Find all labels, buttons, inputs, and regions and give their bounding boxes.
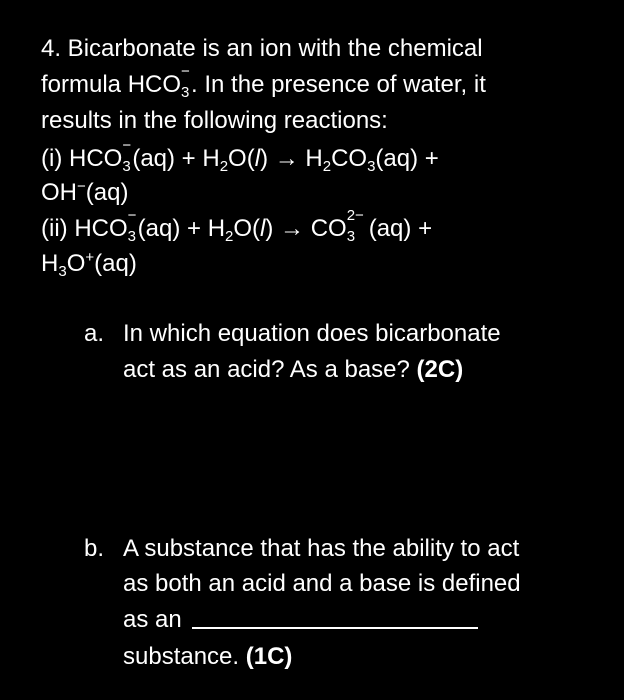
marks-label: (2C)	[416, 356, 464, 383]
question-line-1: 4. Bicarbonate is an ion with the chemical	[41, 35, 483, 62]
text: formula HCO	[41, 71, 182, 98]
subsup	[346, 207, 369, 245]
question-line-2	[41, 63, 486, 102]
text: (aq) +	[375, 145, 439, 172]
superscript: 2−	[346, 207, 364, 224]
text: (aq) + H	[137, 215, 226, 242]
superscript: −	[77, 178, 86, 195]
subscript: 3	[122, 158, 131, 175]
part-b-line-4	[123, 639, 292, 674]
text: as an	[123, 606, 182, 633]
text: ) → H	[260, 145, 323, 172]
text: substance.	[123, 643, 246, 670]
superscript: +	[85, 249, 95, 266]
text: (aq) +	[368, 215, 433, 242]
marks-label: (1C)	[245, 643, 293, 670]
answer-blank[interactable]	[192, 605, 478, 629]
italic-l: l	[254, 145, 261, 172]
question-line-3: results in the following reactions:	[41, 107, 388, 134]
subscript: 3	[127, 228, 136, 245]
subsup	[127, 207, 138, 245]
text: (i) HCO	[41, 145, 123, 172]
part-b-line-3	[123, 602, 478, 637]
equation-1-continued	[41, 175, 128, 210]
text: (aq)	[85, 179, 129, 206]
text: O(	[233, 215, 261, 242]
part-b-label: b.	[84, 535, 105, 562]
equation-2-continued	[41, 246, 137, 281]
part-b-line-2: as both an acid and a base is defined	[123, 570, 521, 597]
italic-l: l	[260, 215, 266, 242]
text: . In the presence of water, it	[191, 71, 486, 98]
subscript: 2	[225, 228, 234, 245]
text: CO	[331, 145, 368, 172]
part-a-line-2	[123, 352, 463, 387]
text: act as an acid? As a base?	[123, 356, 417, 383]
equation-1	[41, 137, 439, 176]
subscript: 3	[346, 228, 356, 245]
subscript: 3	[58, 263, 67, 280]
superscript: −	[181, 63, 190, 80]
text: O	[66, 250, 86, 277]
part-a-label: a.	[84, 320, 105, 347]
subsup	[122, 137, 132, 175]
text: (aq)	[94, 250, 137, 277]
subscript: 3	[367, 158, 376, 175]
equation-2	[41, 207, 433, 246]
subscript: 3	[181, 84, 190, 101]
subsup	[181, 63, 191, 101]
text: (ii) HCO	[41, 215, 128, 242]
superscript: −	[127, 207, 137, 224]
text: O(	[228, 145, 255, 172]
part-b-line-1: A substance that has the ability to act	[123, 535, 520, 562]
text: (aq) + H	[132, 145, 220, 172]
text: H	[41, 250, 59, 277]
text: OH	[41, 179, 77, 206]
part-a-line-1: In which equation does bicarbonate	[123, 320, 501, 347]
subscript: 2	[322, 158, 332, 175]
text: ) → CO	[265, 215, 347, 242]
superscript: −	[122, 137, 132, 154]
subscript: 2	[219, 158, 229, 175]
